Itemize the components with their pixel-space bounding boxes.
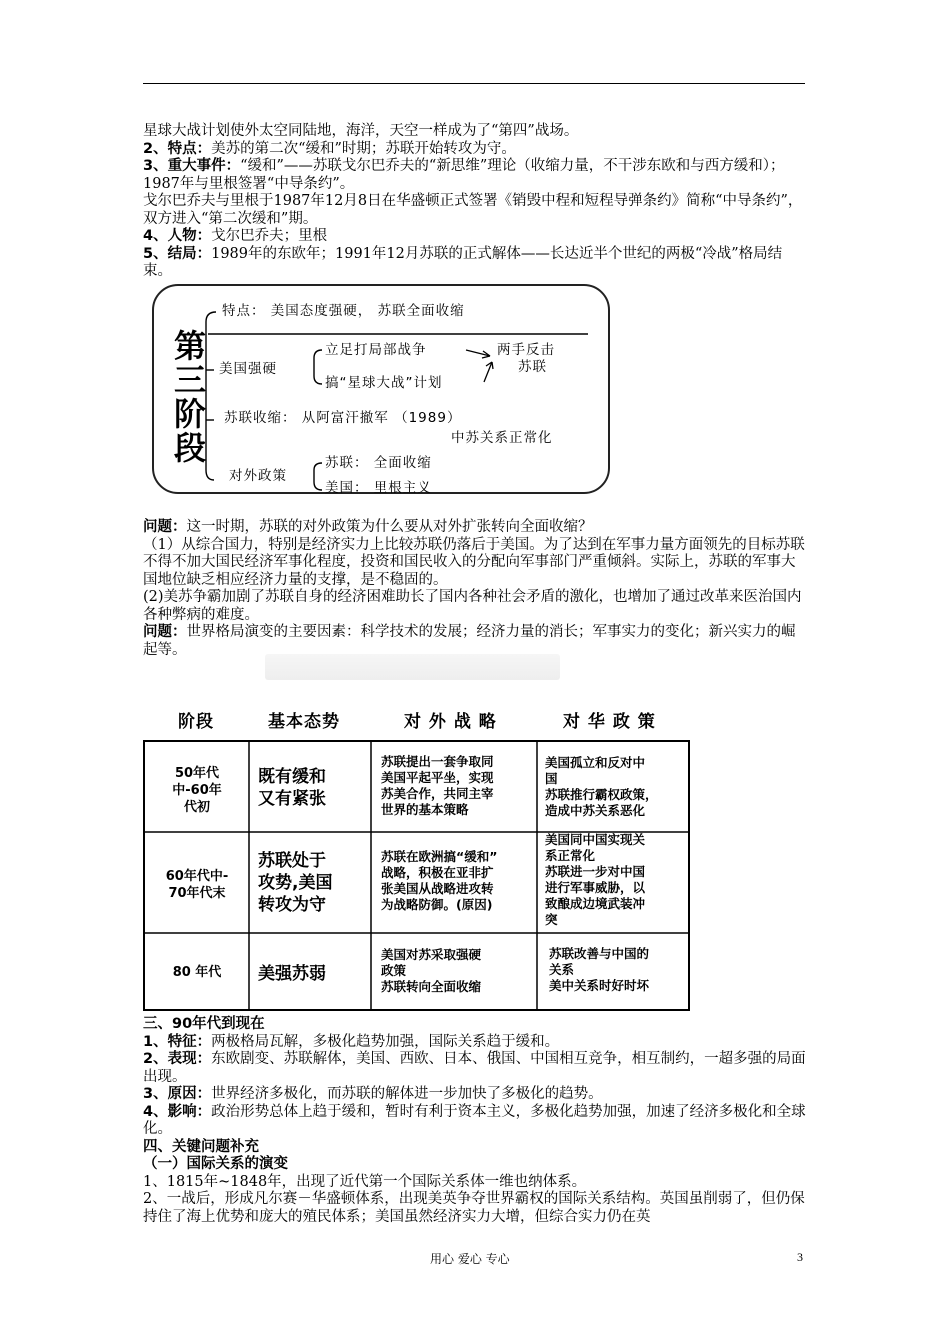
section3-show-label: 2、表现： (143, 1051, 212, 1067)
events-text: “缓和”——苏联戈尔巴乔夫的“新思维”理论（收缩力量，不干涉东欧和与西方缓和）；1987年与里根签署“中导条约”。 (143, 158, 785, 192)
section4-p2: 2、一战后，形成凡尔赛－华盛顿体系，出现美英争夺世界霸权的国际关系结构。英国虽削弱了，但仍保持住了海上优势和庞大的殖民体系；美国虽然经济实力大增，但综合实力仍在英 (143, 1191, 805, 1225)
diagram-star-wars: 搞“星球大战”计划 (325, 375, 443, 391)
table-row3-china: 苏联改善与中国的 关系 美中关系时好时坏 (549, 946, 650, 993)
faded-banner (265, 654, 560, 680)
diagram-foreign: 对外政策 (229, 468, 287, 484)
people-label: 4、人物： (143, 228, 212, 244)
diagram-big-char-2: 三 (174, 361, 207, 399)
table-header-situation: 基本态势 (268, 712, 340, 732)
page-number: 3 (797, 1250, 803, 1264)
table-row1-strategy: 苏联提出一套争取同 美国平起平坐，实现 苏美合作，共同主宰 世界的基本策略 (381, 754, 494, 817)
section3-reason-label: 3、原因： (143, 1086, 212, 1102)
diagram-big-char-1: 第 (174, 327, 207, 365)
diagram-counter: 两手反击 (497, 342, 555, 358)
table-row3-stage: 80 年代 (172, 965, 222, 980)
diagram-big-char-3: 阶 (174, 395, 207, 433)
diagram-main-brace (206, 312, 216, 480)
section3-feature (143, 1034, 808, 1052)
feature-label: 2、特点： (143, 140, 212, 157)
section3-impact-text: 政治形势总体上趋于缓和，暂时有利于资本主义，多极化趋势加强，加速了经济多极化和全球化。 (143, 1103, 806, 1137)
diagram-foreign-brace (314, 463, 322, 490)
policy-table (143, 740, 690, 1011)
diagram-big-char-4: 段 (174, 429, 207, 467)
table-row2-situation: 苏联处于 攻势,美国 转攻为守 (258, 851, 333, 915)
question1-p2: (2)美苏争霸加剧了苏联自身的经济困难助长了国内各种社会矛盾的激化，也增加了通过改革来医治国内各种弊病的难度。 (143, 589, 802, 623)
question2-label: 问题： (143, 624, 187, 640)
section3-title: 三、90年代到现在 (143, 1016, 265, 1032)
diagram-local-war: 立足打局部战争 (325, 342, 427, 358)
section3-show (143, 1051, 808, 1086)
events-line2: 戈尔巴乔夫与里根于1987年12月8日在华盛顿正式签署《销毁中程和短程导弹条约》简称“中导条约”，双方进入“第二次缓和”期。 (143, 193, 803, 227)
section3-feature-text: 两极格局瓦解，多极化趋势加强，国际关系趋于缓和。 (211, 1033, 560, 1050)
section3 (143, 1016, 808, 1226)
question1-label: 问题： (143, 519, 187, 535)
diagram-feature: 特点： 美国态度强硬， 苏联全面收缩 (222, 303, 465, 319)
section3-impact (143, 1104, 808, 1139)
section3-reason (143, 1086, 808, 1104)
diagram-normal: 中苏关系正常化 (451, 430, 553, 446)
events-label: 3、重大事件： (143, 158, 241, 174)
section3-impact-label: 4、影响： (143, 1103, 212, 1120)
table-row2-stage: 60年代中- 70年代末 (165, 869, 229, 901)
intro-line1: 星球大战计划使外太空同陆地，海洋，天空一样成为了“第四”战场。 (143, 123, 579, 139)
question1-section (143, 519, 808, 659)
section3-feature-label: 1、特征： (143, 1033, 212, 1050)
table-header-stage: 阶段 (178, 712, 214, 732)
result-text: 1989年的东欧年；1991年12月苏联的正式解体——长达近半个世纪的两极“冷战”格局结束。 (143, 245, 783, 279)
section3-reason-text: 世界经济多极化，而苏联的解体进一步加快了多极化的趋势。 (211, 1086, 603, 1102)
result-label: 5、结局： (143, 245, 212, 262)
question1-line (143, 519, 808, 537)
diagram-foreign-us: 美国： 里根主义 (325, 480, 432, 496)
section4-p1: 1、1815年~1848年，出现了近代第一个国际关系体一维也纳体系。 (143, 1173, 587, 1190)
table-row2-strategy: 苏联在欧洲搞“缓和” 战略，积极在亚非扩 张美国从战略进攻转 为战略防御。(原因) (381, 849, 498, 912)
table-row3-situation: 美强苏弱 (258, 964, 326, 984)
table-row1-stage: 50年代 中-60年 代初 (172, 766, 222, 815)
section4-title: 四、关键问题补充 (143, 1138, 259, 1155)
diagram-us-brace (314, 350, 322, 384)
diagram-foreign-ussr: 苏联： 全面收缩 (325, 455, 432, 471)
table-row3-strategy: 美国对苏采取强硬 政策 苏联转向全面收缩 (381, 947, 482, 994)
table-header-strategy: 对 外 战 略 (404, 712, 497, 732)
section3-show-text: 东欧剧变、苏联解体，美国、西欧、日本、俄国、中国相互竞争，相互制约，一超多强的局面出现。 (143, 1051, 806, 1085)
question2-text: 世界格局演变的主要因素：科学技术的发展；经济力量的消长；军事实力的变化；新兴实力的崛起等。 (143, 624, 796, 658)
diagram-us-hard: 美国强硬 (219, 361, 277, 377)
table-row1-china: 美国孤立和反对中 国 苏联推行霸权政策， 造成中苏关系恶化 (545, 755, 658, 818)
table-row2-china: 美国同中国实现关 系正常化 苏联进一步对中国 进行军事威胁，以 致酿成边境武装冲 突 (545, 832, 646, 927)
feature-text: 美苏的第二次“缓和”时期；苏联开始转攻为守。 (211, 140, 516, 157)
people-text: 戈尔巴乔夫；里根 (211, 228, 328, 244)
table-row1-situation: 既有缓和 又有紧张 (258, 767, 326, 809)
table-header-china: 对 华 政 策 (563, 712, 656, 732)
diagram-ussr: 苏联 (518, 359, 547, 375)
diagram-ussr-shrink: 苏联收缩： 从阿富汗撤军 （1989） (224, 410, 462, 426)
section4-sub: （一）国际关系的演变 (143, 1156, 288, 1172)
footer-motto: 用心 爱心 专心 (430, 1252, 510, 1266)
question1-text: 这一时期，苏联的对外政策为什么要从对外扩张转向全面收缩？ (186, 519, 593, 535)
question1-p1: （1）从综合国力，特别是经济实力上比较苏联仍落后于美国。为了达到在军事力量方面领先的目标苏联不得不加大国民经济军事化程度，投资和国民收入的分配向军事部门严重倾斜。实际上，苏联的军事大国地位缺乏相应经济力量的支撑，是不稳固的。 (143, 536, 805, 588)
